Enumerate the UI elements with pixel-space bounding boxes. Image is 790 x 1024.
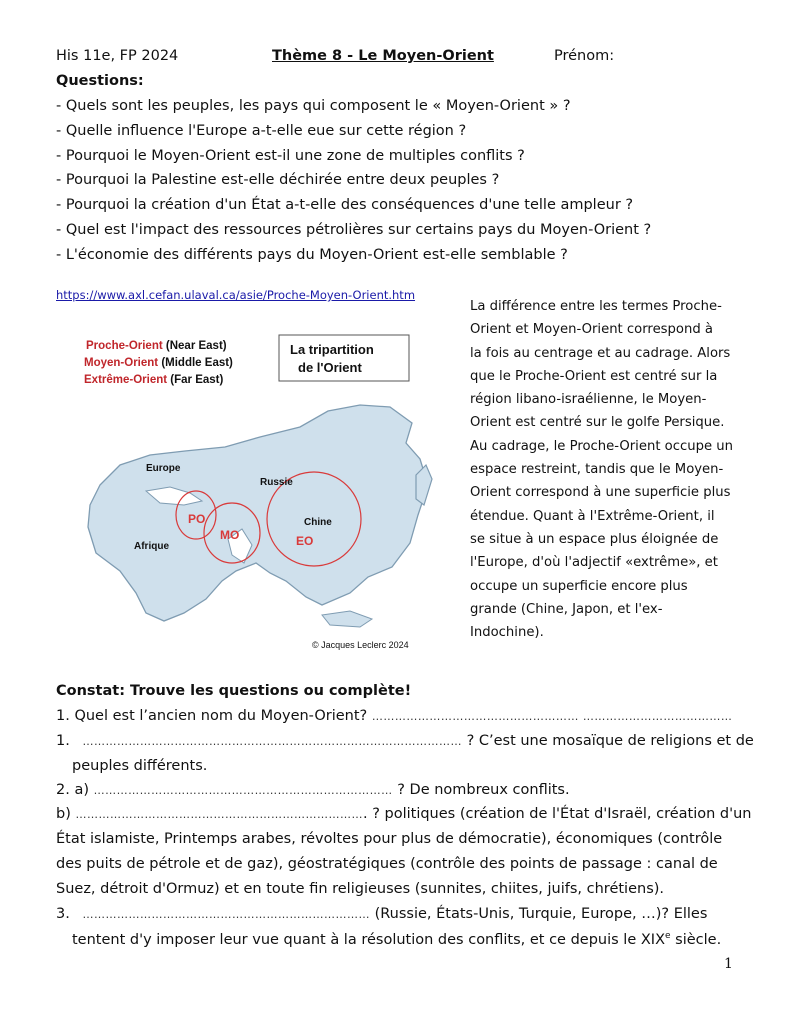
- europe-label: Europe: [146, 463, 181, 474]
- answer-blank: ……………………………………………… …………………………………: [371, 710, 733, 723]
- questions-heading: Questions:: [56, 73, 144, 89]
- orient-map: [60, 315, 440, 655]
- eo-label: EO: [296, 534, 314, 548]
- indonesia-islands: [322, 611, 372, 627]
- constat-line-9: [56, 906, 707, 922]
- constat-line-3: peuples différents.: [72, 758, 208, 774]
- constat-line-4-text: ? De nombreux conflits.: [397, 782, 570, 798]
- side-line: étendue. Quant à l'Extrême-Orient, il: [470, 508, 715, 524]
- constat-line-10: [72, 931, 721, 948]
- side-line: se situe à un espace plus éloignée de: [470, 531, 719, 547]
- constat-line-1-text: 1. Quel est l’ancien nom du Moyen-Orient?: [56, 708, 368, 724]
- question-item: - Quel est l'impact des ressources pétrolières sur certains pays du Moyen-Orient ?: [56, 221, 652, 238]
- answer-blank: …………………………………………………………………: [75, 808, 363, 821]
- questions-list: [56, 96, 651, 270]
- constat-line-7: des puits de pétrole et de gaz), géostratégiques (contrôle des points de passage : canal de: [56, 856, 718, 872]
- side-line: Au cadrage, le Proche-Orient occupe un: [470, 438, 734, 454]
- afrique-label: Afrique: [134, 541, 169, 552]
- course-label: His 11e, FP 2024: [56, 48, 179, 64]
- question-item: - Quels sont les peuples, les pays qui composent le « Moyen-Orient » ?: [56, 98, 571, 114]
- constat-line-8: Suez, détroit d'Ormuz) et en toute fin religieuses (sunnites, chiites, juifs, chrétiens).: [56, 881, 665, 897]
- constat-line-10-end: siècle.: [670, 931, 722, 948]
- constat-heading: Constat: Trouve les questions ou complète!: [56, 683, 412, 699]
- question-item: - Pourquoi la création d'un État a-t-elle des conséquences d'une telle ampleur ?: [56, 197, 634, 214]
- side-line: l'Europe, d'où l'adjectif «extrême», et: [470, 555, 718, 571]
- constat-line-10-text: tentent d'y imposer leur vue quant à la résolution des conflits, et ce depuis le XIX: [72, 931, 665, 948]
- side-line: Orient et Moyen-Orient correspond à: [470, 322, 713, 338]
- side-line: grande (Chine, Japon, et l'ex-: [470, 601, 663, 617]
- constat-line-5: [56, 806, 751, 822]
- constat-line-1: [56, 708, 732, 724]
- map-title-line1: La tripartition: [290, 342, 374, 357]
- side-line: Orient est centré sur le golfe Persique.: [470, 415, 725, 431]
- side-line: région libano-israélienne, le Moyen-: [470, 392, 707, 408]
- side-line: espace restreint, tandis que le Moyen-: [470, 462, 724, 478]
- question-item: - Pourquoi le Moyen-Orient est-il une zone de multiples conflits ?: [56, 147, 525, 164]
- map-title-line2: de l'Orient: [298, 360, 362, 375]
- answer-blank: …………………………………………………………………: [82, 908, 370, 921]
- century-superscript: e: [665, 931, 671, 941]
- item-number: 3.: [56, 906, 70, 922]
- page-title: Thème 8 - Le Moyen-Orient: [272, 48, 494, 64]
- legend-extreme-orient: Extrême-Orient (Far East): [84, 374, 224, 386]
- item-number: b): [56, 806, 71, 822]
- side-line: la fois au centrage et au cadrage. Alors: [470, 345, 731, 361]
- question-item: - Quelle influence l'Europe a-t-elle eue sur cette région ?: [56, 122, 467, 139]
- legend-moyen-orient: Moyen-Orient (Middle East): [84, 357, 233, 369]
- eurasia-africa-landmass: [88, 405, 428, 621]
- constat-line-6: État islamiste, Printemps arabes, révoltes pour plus de démocratie), économiques (contrôle: [56, 831, 723, 847]
- item-number: 2. a): [56, 782, 89, 798]
- constat-line-2: [56, 733, 754, 749]
- map-credit: © Jacques Leclerc 2024: [312, 640, 409, 650]
- side-line: occupe un superficie encore plus: [470, 578, 688, 594]
- constat-line-2-text: ? C’est une mosaïque de religions et de: [466, 733, 754, 749]
- side-line: La différence entre les termes Proche-: [470, 299, 722, 314]
- russie-label: Russie: [260, 477, 293, 488]
- side-line: Orient correspond à une superficie plus: [470, 485, 731, 501]
- source-link[interactable]: https://www.axl.cefan.ulaval.ca/asie/Proche-Moyen-Orient.htm: [56, 288, 416, 302]
- item-number: 1.: [56, 733, 70, 749]
- side-line: Indochine).: [470, 625, 544, 641]
- answer-blank: ……………………………………………………………………: [93, 784, 393, 797]
- chine-label: Chine: [304, 517, 332, 528]
- side-explanation: [470, 295, 738, 644]
- constat-line-5-text: . ? politiques (création de l'État d'Israël, création d'un: [362, 806, 752, 822]
- question-item: - Pourquoi la Palestine est-elle déchirée entre deux peuples ?: [56, 172, 500, 189]
- side-line: que le Proche-Orient est centré sur la: [470, 368, 718, 384]
- page-number: 1: [724, 956, 733, 972]
- question-item: - L'économie des différents pays du Moyen-Orient est-elle semblable ?: [56, 246, 568, 263]
- answer-blank: ………………………………………………………………………………………: [82, 735, 462, 748]
- po-label: PO: [188, 512, 206, 526]
- legend-proche-orient: Proche-Orient (Near East): [86, 340, 227, 352]
- name-label: Prénom:: [554, 48, 615, 64]
- mo-label: MO: [220, 528, 240, 542]
- constat-line-9-text: (Russie, États-Unis, Turquie, Europe, …)? Elles: [374, 906, 708, 922]
- constat-line-4: [56, 782, 570, 798]
